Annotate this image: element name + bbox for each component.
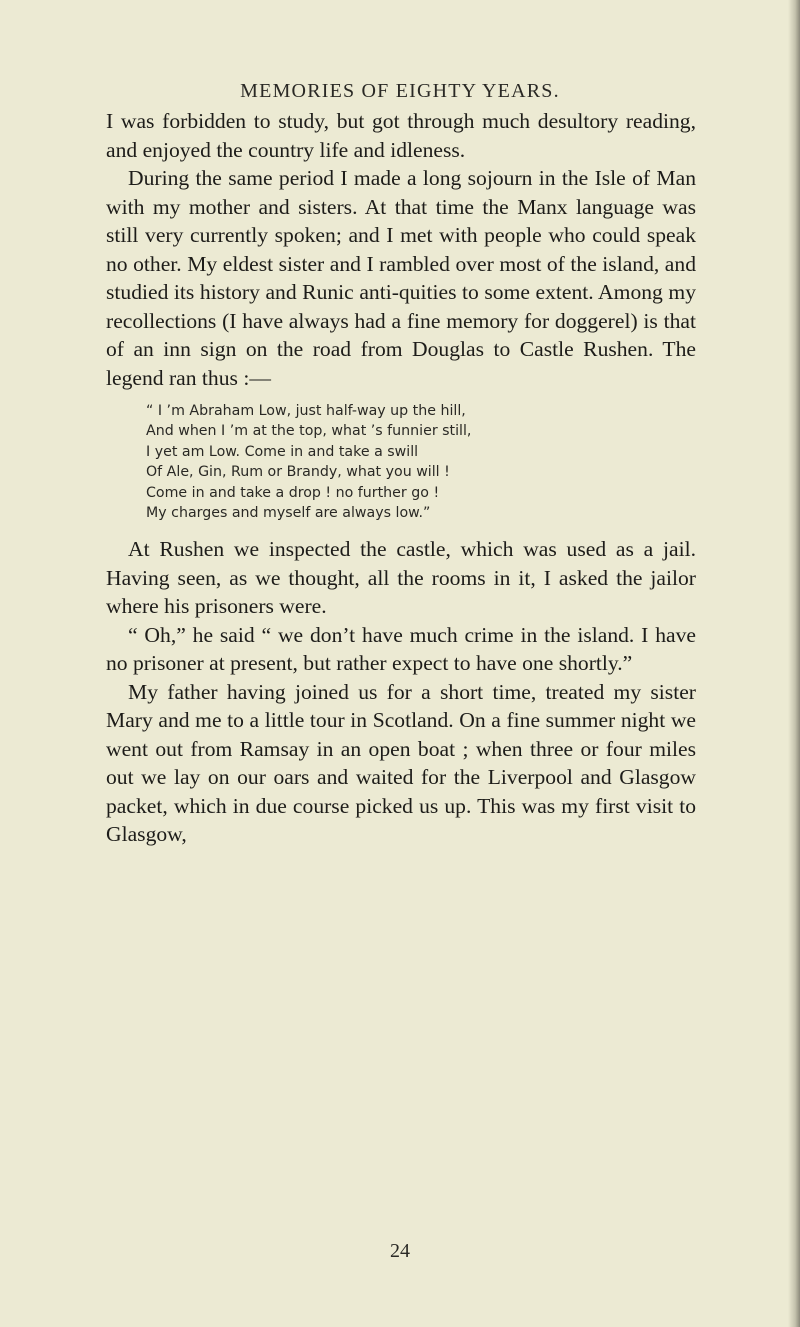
verse-line: Of Ale, Gin, Rum or Brandy, what you will !	[146, 464, 450, 481]
inn-sign-verse	[146, 401, 696, 523]
paragraph: I was forbidden to study, but got through much desultory reading, and enjoyed the country life and idleness.	[106, 109, 696, 162]
verse-line: I yet am Low. Come in and take a swill	[146, 443, 419, 460]
running-head: MEMORIES OF EIGHTY YEARS.	[240, 80, 560, 102]
verse-line: Come in and take a drop ! no further go !	[146, 484, 440, 501]
paragraph: “ Oh,” he said “ we don’t have much crime in the island. I have no prisoner at present, but rather expect to have one shortly.”	[106, 622, 696, 676]
verse-line: “ I ’m Abraham Low, just half-way up the hill,	[146, 403, 466, 419]
paragraph: During the same period I made a long sojourn in the Isle of Man with my mother and sisters. At that time the Manx language was still very currently spoken; and I met with people who could speak no other. My eldest sister and I rambled over most of the island, and studied its history and Runic anti-quities to some extent. Among my recollections (I have always had a fine memory for doggerel) is that of an inn sign on the road from Douglas to Castle Rushen. The legend ran thus :—	[106, 166, 696, 390]
page-edge-shadow	[788, 0, 800, 1327]
body-text	[106, 107, 696, 849]
verse-line: And when I ’m at the top, what ’s funnier still,	[146, 423, 472, 440]
paragraph: At Rushen we inspected the castle, which was used as a jail. Having seen, as we thought, all the rooms in it, I asked the jailor where his prisoners were.	[106, 537, 696, 619]
verse-line: My charges and myself are always low.”	[146, 505, 431, 522]
paragraph: My father having joined us for a short time, treated my sister Mary and me to a little tour in Scotland. On a fine summer night we went out from Ramsay in an open boat ; when three or four miles out we lay on our oars and waited for the Liverpool and Glasgow packet, which in due course picked us up. This was my first visit to Glasgow,	[106, 679, 696, 847]
page-number: 24	[390, 1240, 410, 1262]
